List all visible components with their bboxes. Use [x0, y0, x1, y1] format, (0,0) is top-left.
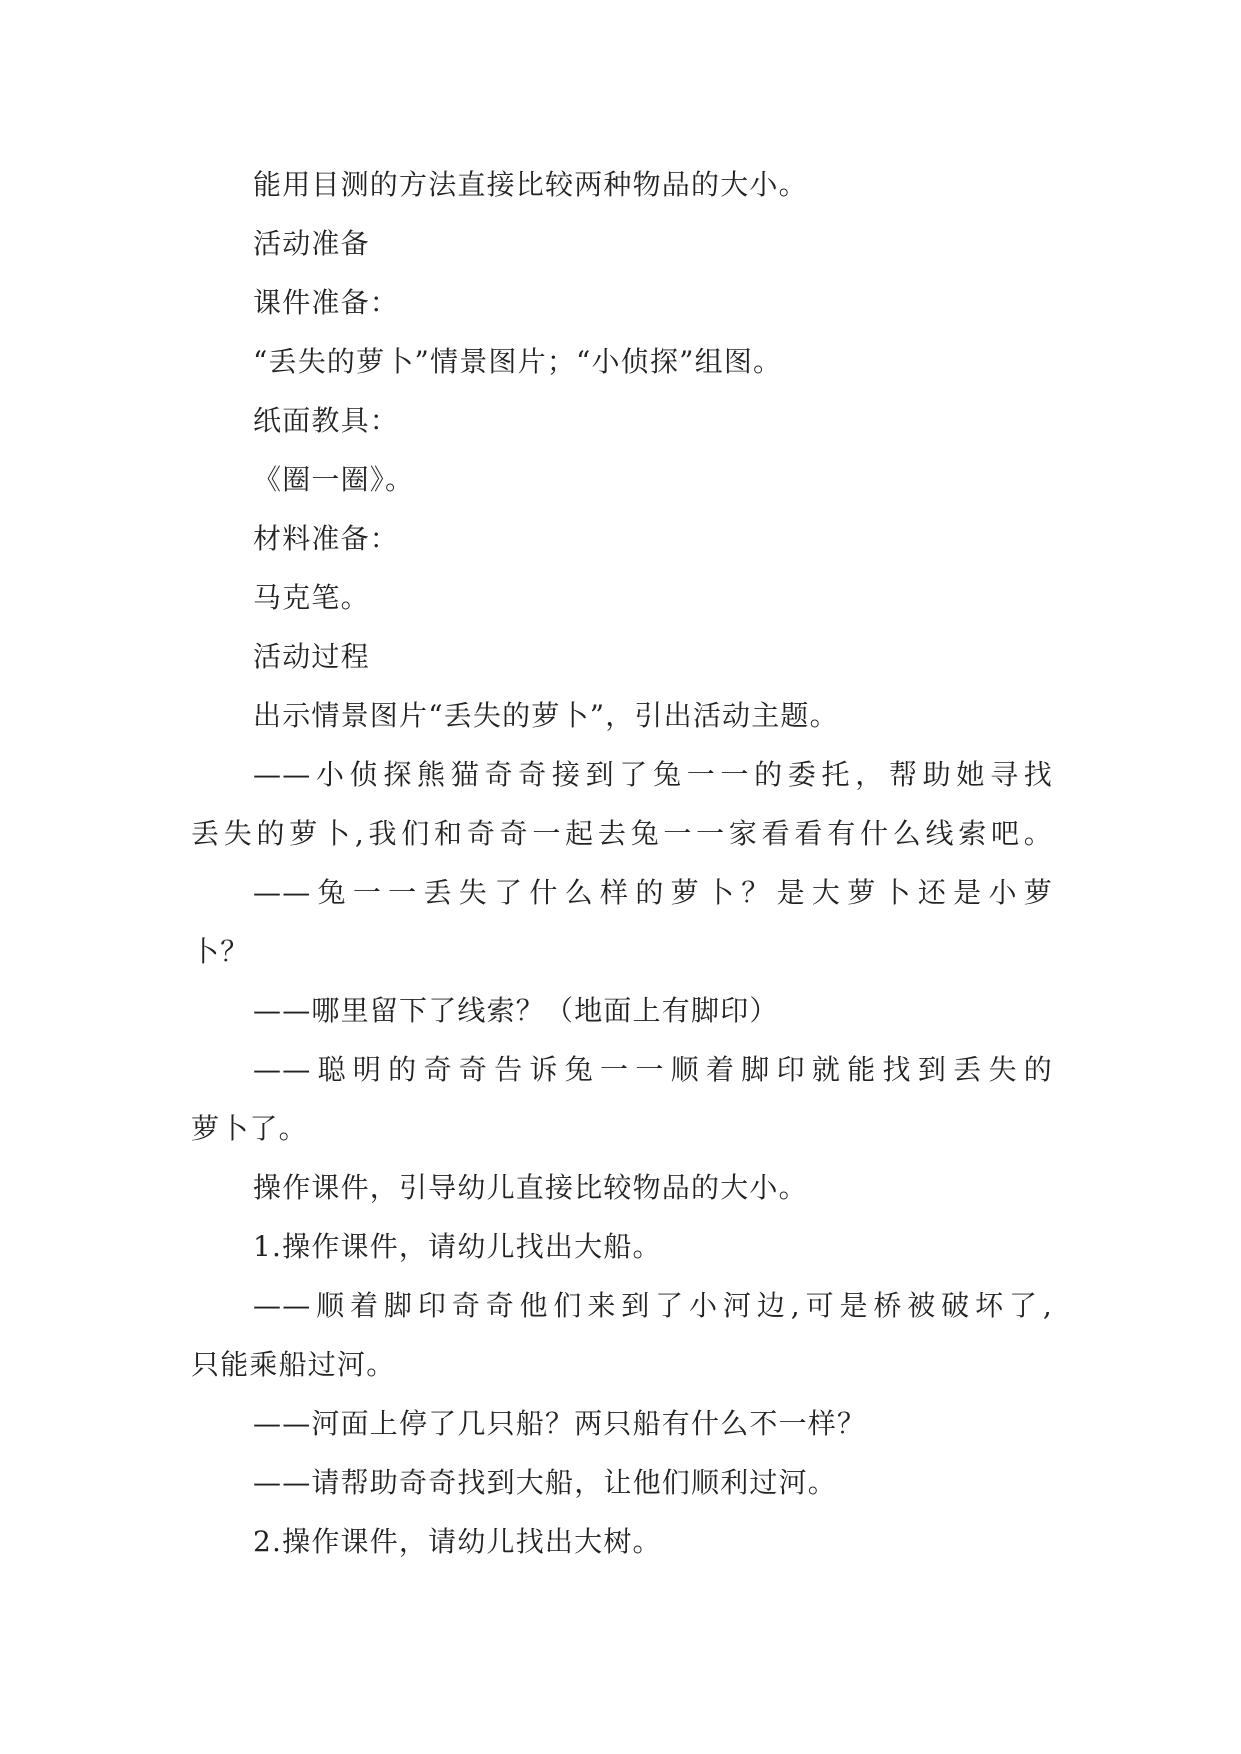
subheading: 课件准备：: [253, 286, 400, 319]
section-heading: 活动过程: [253, 640, 370, 673]
text-line: 只能乘船过河。: [191, 1348, 396, 1381]
document-body: [191, 155, 1053, 1571]
text-line: ——哪里留下了线索？（地面上有脚印）: [253, 994, 779, 1027]
text-line: 丢失的萝卜,我们和奇奇一起去兔一一家看看有什么线索吧。: [191, 817, 1053, 850]
text-line: “丢失的萝卜”情景图片；“小侦探”组图。: [253, 345, 783, 378]
text-line: 马克笔。: [253, 581, 370, 614]
text-line: 《圈一圈》。: [253, 463, 415, 496]
list-item: 2.操作课件，请幼儿找出大树。: [253, 1525, 662, 1558]
text-line: ——聪明的奇奇告诉兔一一顺着脚印就能找到丢失的: [253, 1053, 1053, 1086]
text-line: 出示情景图片“丢失的萝卜”，引出活动主题。: [253, 699, 839, 732]
subheading: 材料准备：: [253, 522, 400, 555]
text-line: ——河面上停了几只船？两只船有什么不一样？: [253, 1407, 867, 1440]
text-line: ——请帮助奇奇找到大船，让他们顺利过河。: [253, 1466, 838, 1499]
text-line: 萝卜了。: [191, 1112, 308, 1145]
text-line: ——小侦探熊猫奇奇接到了兔一一的委托，帮助她寻找: [253, 758, 1053, 791]
list-item: 1.操作课件，请幼儿找出大船。: [253, 1230, 662, 1263]
text-line: 卜？: [191, 935, 250, 968]
text-line: ——兔一一丢失了什么样的萝卜？是大萝卜还是小萝: [253, 876, 1053, 909]
section-heading: 活动准备: [253, 227, 370, 260]
text-line: ——顺着脚印奇奇他们来到了小河边,可是桥被破坏了,: [253, 1289, 1053, 1322]
text-line: 能用目测的方法直接比较两种物品的大小。: [253, 168, 808, 201]
subheading: 纸面教具：: [253, 404, 400, 437]
text-line: 操作课件，引导幼儿直接比较物品的大小。: [253, 1171, 808, 1204]
